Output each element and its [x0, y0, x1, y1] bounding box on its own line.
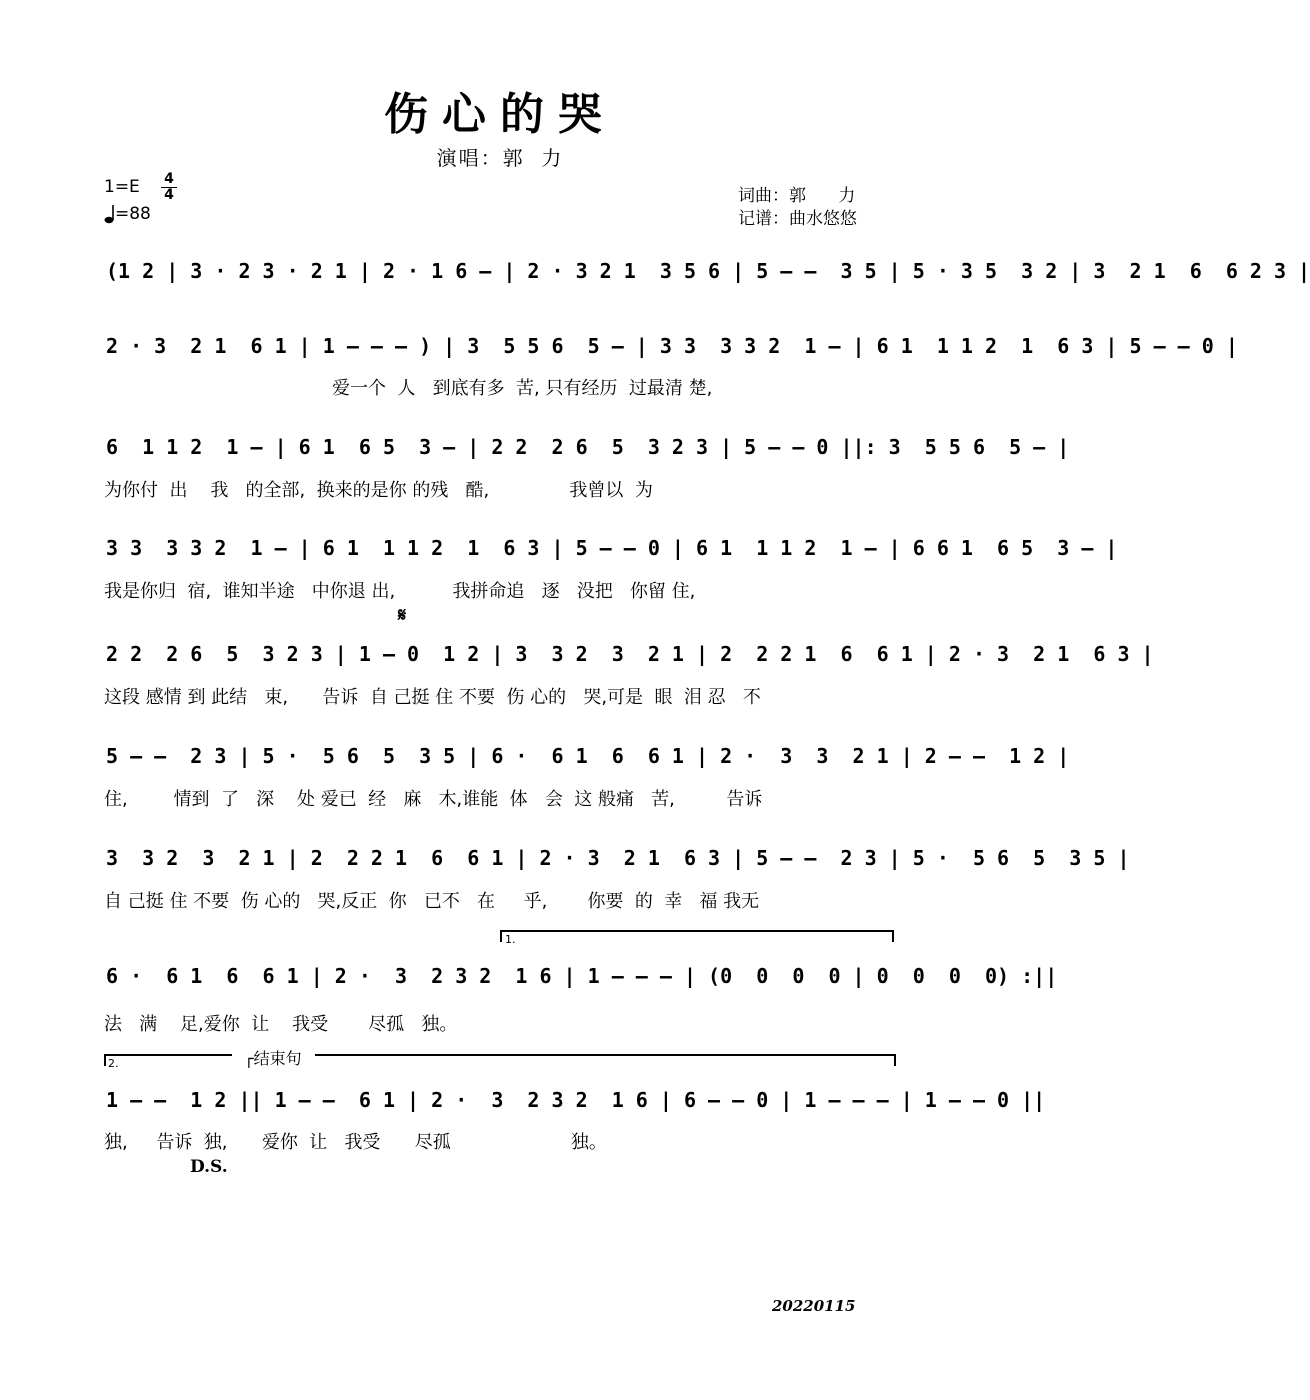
volta-1-label: 1.	[505, 933, 516, 946]
lyric-line: 住, 情到 了 深 处 爱已 经 麻 木,谁能 体 会 这 般痛 苦, 告诉	[104, 789, 763, 810]
credit-lyrics-music: 词曲：郭 力	[738, 186, 856, 206]
notation-line: (1 2 | 3 · 2 3 · 2 1 | 2 · 1 6 – | 2 · 3 2 1 3 5 6 | 5 – – 3 5 | 5 · 3 5 3 2 | 3 2 1 6 6 2 3 |	[106, 259, 1310, 283]
notation-line: 2 2 2 6 5 3 2 3 | 1 – 0 1 2 | 3 3 2 3 2 1 | 2 2 2 1 6 6 1 | 2 · 3 2 1 6 3 |	[106, 642, 1154, 666]
notation-line: 6 1 1 2 1 – | 6 1 6 5 3 – | 2 2 2 6 5 3 2 3 | 5 – – 0 ||: 3 5 5 6 5 – |	[106, 435, 1070, 459]
credit-transcriber: 记谱：曲水悠悠	[738, 209, 857, 229]
time-signature-bottom: 4	[164, 187, 174, 203]
volta-2-label: 2.	[108, 1057, 119, 1070]
ending-bracket-right	[894, 1054, 896, 1066]
lyric-line: 爱一个 人 到底有多 苦, 只有经历 过最清 楚,	[332, 378, 713, 399]
lyric-line: 我是你归 宿, 谁知半途 中你退 出, 我拼命追 逐 没把 你留 住,	[104, 581, 696, 602]
tempo: =88	[115, 204, 151, 224]
singer-credit: 演唱：郭 力	[436, 146, 564, 170]
volta-2-bracket	[104, 1054, 232, 1056]
lyric-line: 独, 告诉 独, 爱你 让 我受 尽孤 独。	[104, 1132, 607, 1153]
lyric-line: 这段 感情 到 此结 束, 告诉 自 己挺 住 不要 伤 心的 哭,可是 眼 泪 忍 不	[104, 687, 761, 708]
date-stamp: 20220115	[772, 1297, 856, 1315]
lyric-line: 自 己挺 住 不要 伤 心的 哭,反正 你 已不 在 乎, 你要 的 幸 福 我无	[104, 891, 760, 912]
time-signature-top: 4	[164, 171, 174, 187]
notation-line: 3 3 2 3 2 1 | 2 2 2 1 6 6 1 | 2 · 3 2 1 6 3 | 5 – – 2 3 | 5 · 5 6 5 3 5 |	[106, 846, 1130, 870]
volta-1-bracket-right	[892, 930, 894, 942]
notation-line: 1 – – 1 2 || 1 – – 6 1 | 2 · 3 2 3 2 1 6 | 6 – – 0 | 1 – – – | 1 – – 0 ||	[106, 1088, 1046, 1112]
volta-1-bracket	[500, 930, 893, 932]
notation-line: 2 · 3 2 1 6 1 | 1 – – – ) | 3 5 5 6 5 – | 3 3 3 3 2 1 – | 6 1 1 1 2 1 6 3 | 5 – – 0 |	[106, 334, 1238, 358]
ending-bracket	[315, 1054, 895, 1056]
ending-section-label: ┌结束句	[244, 1049, 302, 1068]
key-signature: 1=E	[104, 177, 140, 197]
dal-segno-mark: D.S.	[190, 1157, 228, 1177]
volta-1-bracket-left	[500, 930, 502, 942]
volta-2-bracket-left	[104, 1054, 106, 1066]
notation-line: 6 · 6 1 6 6 1 | 2 · 3 2 3 2 1 6 | 1 – – – | (0 0 0 0 | 0 0 0 0) :||	[106, 964, 1058, 988]
song-title: 伤心的哭	[384, 89, 616, 140]
time-signature	[160, 172, 178, 203]
lyric-line: 为你付 出 我 的全部, 换来的是你 的残 酷, 我曾以 为	[104, 480, 653, 501]
notation-line: 5 – – 2 3 | 5 · 5 6 5 3 5 | 6 · 6 1 6 6 1 | 2 · 3 3 2 1 | 2 – – 1 2 |	[106, 744, 1070, 768]
notation-line: 3 3 3 3 2 1 – | 6 1 1 1 2 1 6 3 | 5 – – 0 | 6 1 1 1 2 1 – | 6 6 1 6 5 3 – |	[106, 536, 1118, 560]
segno-sign: 𝄋	[398, 604, 407, 626]
lyric-line: 法 满 足,爱你 让 我受 尽孤 独。	[104, 1014, 458, 1035]
